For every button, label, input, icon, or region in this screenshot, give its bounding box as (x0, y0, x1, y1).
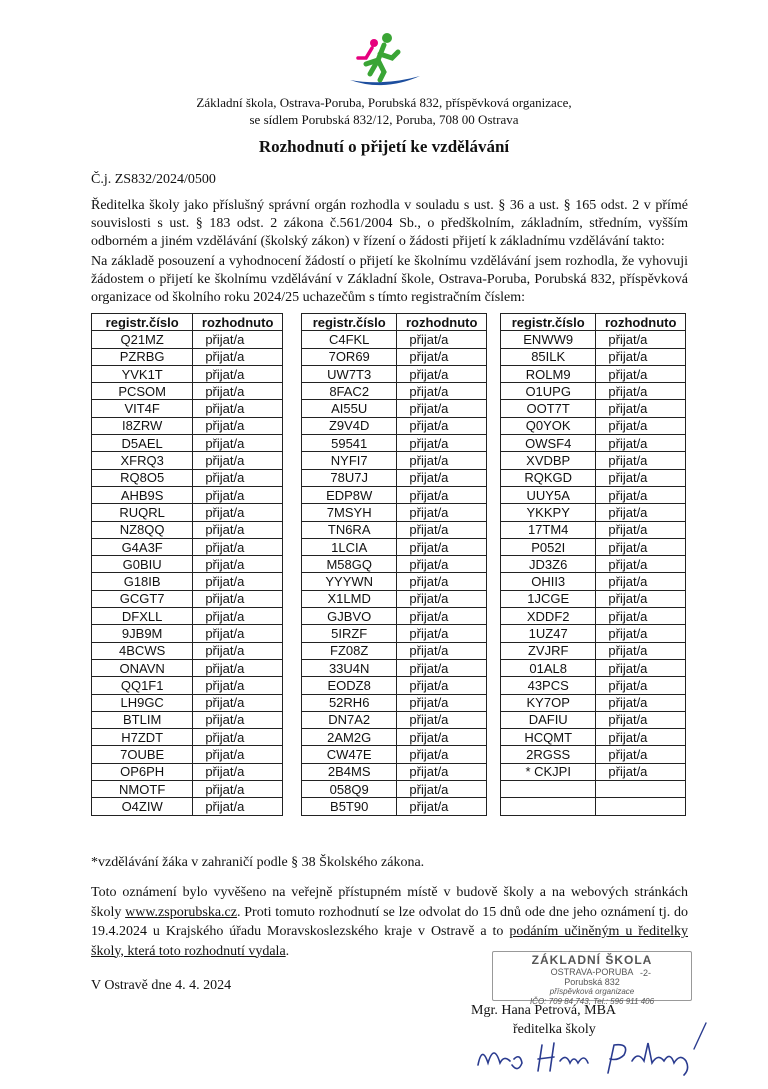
decision-paragraph-2: Na základě posouzení a vyhodnocení žádostí o přijetí ke školnímu vzdělávání jsem rozhodla, že vyhovuji žádostem o přijetí ke školnímu vzdělávání v Základní škole, Ostrava-Poruba, Porubská 832, příspěvková organizace od školního roku 2024/25 uchazečům s tímto registračním číslem: (91, 254, 688, 305)
decision-cell (596, 798, 686, 815)
decision-cell: přijat/a (596, 435, 686, 452)
registration-code: O1UPG (501, 383, 596, 400)
registration-table-2 (301, 313, 487, 816)
table-row (92, 729, 283, 746)
table-row (501, 400, 686, 417)
decision-cell: přijat/a (193, 573, 283, 590)
document-title: Rozhodnutí o přijetí ke vzdělávání (258, 137, 510, 156)
decision-cell: přijat/a (193, 694, 283, 711)
decision-cell: přijat/a (596, 608, 686, 625)
decision-cell: přijat/a (397, 677, 487, 694)
table-row (302, 781, 487, 798)
registration-code: RQ8O5 (92, 469, 193, 486)
registration-code: 9JB9M (92, 625, 193, 642)
registration-code: DFXLL (92, 608, 193, 625)
table-row (302, 573, 487, 590)
table-row (302, 608, 487, 625)
signer-role: ředitelka školy (513, 1022, 596, 1037)
decision-cell: přijat/a (193, 590, 283, 607)
registration-code: ZVJRF (501, 642, 596, 659)
registration-code: OWSF4 (501, 435, 596, 452)
table-row (92, 435, 283, 452)
decision-cell: přijat/a (596, 590, 686, 607)
notice-text-1: Toto oznámení bylo vyvěšeno na veřejně přístupném místě v budově školy a na webových stránkách školy (91, 885, 688, 920)
registration-code: UUY5A (501, 486, 596, 503)
table-row (92, 452, 283, 469)
table-row (92, 383, 283, 400)
decision-cell: přijat/a (397, 365, 487, 382)
registration-code: H7ZDT (92, 729, 193, 746)
table-row (501, 677, 686, 694)
table-row (302, 694, 487, 711)
decision-cell: přijat/a (193, 331, 283, 348)
table-row (302, 348, 487, 365)
registration-code: 78U7J (302, 469, 397, 486)
table-row (92, 400, 283, 417)
table-row (92, 798, 283, 815)
school-header (0, 94, 768, 128)
school-stamp (492, 951, 692, 1006)
table-row (302, 538, 487, 555)
table-row (302, 711, 487, 728)
table-row (92, 365, 283, 382)
stamp-line5: IČO: 709 84 743, Tel.: 596 911 406 (529, 997, 655, 1006)
table-row (302, 521, 487, 538)
decision-cell: přijat/a (397, 590, 487, 607)
table-row (501, 729, 686, 746)
registration-code: QQ1F1 (92, 677, 193, 694)
registration-code: G18IB (92, 573, 193, 590)
table-row (92, 763, 283, 780)
registration-code: GCGT7 (92, 590, 193, 607)
table-row (501, 486, 686, 503)
table-row (92, 694, 283, 711)
registration-code: LH9GC (92, 694, 193, 711)
decision-cell: přijat/a (596, 556, 686, 573)
column-header-decision: rozhodnuto (397, 314, 487, 331)
decision-cell: přijat/a (397, 694, 487, 711)
table-row (501, 417, 686, 434)
decision-cell: přijat/a (397, 331, 487, 348)
registration-code: 8FAC2 (302, 383, 397, 400)
registration-code: 1JCGE (501, 590, 596, 607)
registration-code: NYFI7 (302, 452, 397, 469)
table-row (501, 538, 686, 555)
decision-cell: přijat/a (596, 400, 686, 417)
registration-code: Q0YOK (501, 417, 596, 434)
registration-code: G0BIU (92, 556, 193, 573)
column-header-decision: rozhodnuto (193, 314, 283, 331)
registration-code: 17TM4 (501, 521, 596, 538)
decision-cell: přijat/a (397, 729, 487, 746)
footnote: *vzdělávání žáka v zahraničí podle § 38 Školského zákona. (91, 855, 425, 870)
table-row (92, 746, 283, 763)
table-row (92, 538, 283, 555)
table-row (92, 556, 283, 573)
decision-cell: přijat/a (193, 417, 283, 434)
table-row (501, 694, 686, 711)
registration-code: YVK1T (92, 365, 193, 382)
registration-table-1 (91, 313, 283, 816)
decision-cell: přijat/a (193, 659, 283, 676)
signer-name: Mgr. Hana Petrová, MBA (471, 1003, 617, 1018)
registration-code: XDDF2 (501, 608, 596, 625)
decision-cell: přijat/a (397, 625, 487, 642)
decision-cell: přijat/a (193, 608, 283, 625)
stamp-line1: ZÁKLADNÍ ŠKOLA (531, 953, 653, 967)
registration-code: 85ILK (501, 348, 596, 365)
registration-code: 7OUBE (92, 746, 193, 763)
decision-cell: přijat/a (596, 763, 686, 780)
table-row (501, 504, 686, 521)
decision-cell: přijat/a (193, 556, 283, 573)
table-row (501, 590, 686, 607)
table-row (501, 521, 686, 538)
table-row (501, 331, 686, 348)
registration-code (501, 781, 596, 798)
column-header-code: registr.číslo (92, 314, 193, 331)
registration-code: X1LMD (302, 590, 397, 607)
notice-text-2: . Proti tomuto rozhodnutí se lze odvolat do 15 dnů ode dne jeho oznámení tj. do 19.4.2024 u Krajského úřadu Moravskoslezského kraje v Ostravě a to (91, 904, 688, 939)
registration-code: 43PCS (501, 677, 596, 694)
decision-cell: přijat/a (596, 383, 686, 400)
registration-code: CW47E (302, 746, 397, 763)
registration-code: D5AEL (92, 435, 193, 452)
registration-code: 5IRZF (302, 625, 397, 642)
column-header-code: registr.číslo (302, 314, 397, 331)
table-row (92, 486, 283, 503)
registration-code: Z9V4D (302, 417, 397, 434)
registration-code: HCQMT (501, 729, 596, 746)
handwritten-signature-icon (468, 1015, 728, 1087)
decision-cell: přijat/a (193, 781, 283, 798)
registration-code: UW7T3 (302, 365, 397, 382)
decision-cell: přijat/a (397, 486, 487, 503)
registration-code: BTLIM (92, 711, 193, 728)
decision-cell: přijat/a (193, 452, 283, 469)
table-row (501, 608, 686, 625)
decision-cell: přijat/a (193, 746, 283, 763)
registration-code: 4BCWS (92, 642, 193, 659)
table-row (92, 504, 283, 521)
registration-code: M58GQ (302, 556, 397, 573)
table-row (302, 798, 487, 815)
registration-code (501, 798, 596, 815)
table-row (501, 383, 686, 400)
registration-code: 1UZ47 (501, 625, 596, 642)
stamp-line4: příspěvková organizace (549, 987, 635, 996)
decision-cell: přijat/a (397, 504, 487, 521)
table-row (92, 417, 283, 434)
decision-cell: přijat/a (193, 365, 283, 382)
registration-code: DAFIU (501, 711, 596, 728)
table-row (92, 590, 283, 607)
registration-code: ENWW9 (501, 331, 596, 348)
registration-code: G4A3F (92, 538, 193, 555)
decision-cell: přijat/a (596, 659, 686, 676)
registration-code: ROLM9 (501, 365, 596, 382)
decision-cell: přijat/a (193, 435, 283, 452)
table-row (302, 452, 487, 469)
registration-code: 01AL8 (501, 659, 596, 676)
registration-code: P052I (501, 538, 596, 555)
registration-code: FZ08Z (302, 642, 397, 659)
registration-code: AHB9S (92, 486, 193, 503)
table-row (302, 400, 487, 417)
registration-code: 59541 (302, 435, 397, 452)
decision-paragraph-1: Ředitelka školy jako příslušný správní orgán rozhodla v souladu s ust. § 36 a ust. § 165 odst. 2 v přímé souvislosti s ust. § 183 odst. 2 zákona č.561/2004 Sb., o předškolním, základním, středním, vyšším odborném a jiném vzdělávání (školský zákon) v řízení o žádosti přijetí k základnímu vzdělávání takto: (91, 198, 688, 249)
decision-cell: přijat/a (596, 573, 686, 590)
decision-cell: přijat/a (397, 781, 487, 798)
table-row (92, 348, 283, 365)
registration-code: OP6PH (92, 763, 193, 780)
table-row (302, 556, 487, 573)
registration-code: * CKJPI (501, 763, 596, 780)
decision-cell: přijat/a (596, 538, 686, 555)
registration-code: 7OR69 (302, 348, 397, 365)
decision-cell: přijat/a (596, 348, 686, 365)
school-header-line2: se sídlem Porubská 832/12, Poruba, 708 00 Ostrava (249, 112, 519, 127)
decision-cell: přijat/a (193, 711, 283, 728)
registration-code: 33U4N (302, 659, 397, 676)
registration-code: DN7A2 (302, 711, 397, 728)
school-header-line1: Základní škola, Ostrava-Poruba, Porubská 832, příspěvková organizace, (196, 95, 572, 110)
registration-code: EDP8W (302, 486, 397, 503)
decision-cell: přijat/a (596, 452, 686, 469)
date-line: V Ostravě dne 4. 4. 2024 (91, 978, 232, 993)
decision-cell: přijat/a (193, 469, 283, 486)
table-row (501, 365, 686, 382)
registration-code: AI55U (302, 400, 397, 417)
registration-code: ONAVN (92, 659, 193, 676)
decision-cell: přijat/a (596, 331, 686, 348)
table-row (92, 625, 283, 642)
registration-table-3 (500, 313, 686, 816)
table-row (302, 365, 487, 382)
table-row (501, 625, 686, 642)
table-row (501, 642, 686, 659)
table-row (302, 642, 487, 659)
table-row (501, 348, 686, 365)
table-row (92, 642, 283, 659)
decision-cell: přijat/a (596, 746, 686, 763)
stamp-line2: OSTRAVA-PORUBA (550, 967, 634, 977)
decision-cell: přijat/a (397, 659, 487, 676)
table-row (501, 781, 686, 798)
table-row (501, 798, 686, 815)
table-row (302, 469, 487, 486)
table-row (302, 729, 487, 746)
table-row (302, 677, 487, 694)
table-row (302, 659, 487, 676)
registration-code: VIT4F (92, 400, 193, 417)
decision-cell: přijat/a (596, 677, 686, 694)
table-row (302, 763, 487, 780)
decision-cell: přijat/a (193, 504, 283, 521)
decision-cell: přijat/a (397, 798, 487, 815)
notice-underlined-text: podáním učiněným u ředitelky školy, která toto rozhodnutí vydala (91, 924, 688, 959)
registration-code: XVDBP (501, 452, 596, 469)
decision-cell: přijat/a (596, 417, 686, 434)
decision-cell: přijat/a (596, 711, 686, 728)
decision-cell: přijat/a (596, 642, 686, 659)
table-row (92, 608, 283, 625)
decision-cell (596, 781, 686, 798)
table-row (302, 625, 487, 642)
table-row (302, 383, 487, 400)
decision-cell: přijat/a (397, 746, 487, 763)
notice-text-3: . (285, 943, 290, 959)
decision-cell: přijat/a (193, 625, 283, 642)
table-row (302, 590, 487, 607)
registration-code: KY7OP (501, 694, 596, 711)
table-row (92, 331, 283, 348)
registration-code: RUQRL (92, 504, 193, 521)
decision-cell: přijat/a (596, 365, 686, 382)
decision-cell: přijat/a (193, 383, 283, 400)
table-row (501, 746, 686, 763)
decision-cell: přijat/a (596, 469, 686, 486)
decision-cell: přijat/a (193, 798, 283, 815)
table-row (501, 435, 686, 452)
decision-cell: přijat/a (397, 469, 487, 486)
table-row (92, 521, 283, 538)
decision-cell: přijat/a (397, 452, 487, 469)
table-row (501, 556, 686, 573)
decision-cell: přijat/a (193, 521, 283, 538)
registration-code: PZRBG (92, 348, 193, 365)
table-row (92, 659, 283, 676)
table-row (92, 711, 283, 728)
decision-cell: přijat/a (397, 573, 487, 590)
registration-code: NMOTF (92, 781, 193, 798)
table-row (501, 659, 686, 676)
decision-cell: přijat/a (397, 608, 487, 625)
registration-code: OHII3 (501, 573, 596, 590)
table-row (302, 435, 487, 452)
table-row (501, 573, 686, 590)
decision-cell: přijat/a (596, 521, 686, 538)
decision-cell: přijat/a (193, 486, 283, 503)
registration-code: 7MSYH (302, 504, 397, 521)
decision-cell: přijat/a (397, 538, 487, 555)
registration-code: NZ8QQ (92, 521, 193, 538)
table-row (92, 677, 283, 694)
decision-cell: přijat/a (596, 486, 686, 503)
registration-code: 1LCIA (302, 538, 397, 555)
registration-code: YYYWN (302, 573, 397, 590)
registration-code: O4ZIW (92, 798, 193, 815)
registration-code: 058Q9 (302, 781, 397, 798)
decision-cell: přijat/a (193, 642, 283, 659)
table-row (302, 504, 487, 521)
decision-cell: přijat/a (397, 417, 487, 434)
decision-cell: přijat/a (397, 521, 487, 538)
table-row (92, 469, 283, 486)
registration-code: 52RH6 (302, 694, 397, 711)
decision-cell: přijat/a (397, 400, 487, 417)
table-row (501, 469, 686, 486)
decision-cell: přijat/a (596, 729, 686, 746)
decision-cell: přijat/a (397, 435, 487, 452)
registration-code: JD3Z6 (501, 556, 596, 573)
registration-code: OOT7T (501, 400, 596, 417)
registration-code: GJBVO (302, 608, 397, 625)
decision-cell: přijat/a (193, 763, 283, 780)
reference-number: Č.j. ZS832/2024/0500 (91, 172, 216, 187)
registration-code: EODZ8 (302, 677, 397, 694)
registration-code: TN6RA (302, 521, 397, 538)
registration-code: C4FKL (302, 331, 397, 348)
table-row (501, 711, 686, 728)
stamp-page-mark: -2- (640, 968, 651, 978)
decision-cell: přijat/a (397, 556, 487, 573)
column-header-decision: rozhodnuto (596, 314, 686, 331)
registration-code: 2AM2G (302, 729, 397, 746)
decision-cell: přijat/a (397, 642, 487, 659)
registration-code: B5T90 (302, 798, 397, 815)
decision-cell: přijat/a (193, 400, 283, 417)
table-row (302, 417, 487, 434)
decision-cell: přijat/a (193, 729, 283, 746)
decision-cell: přijat/a (397, 348, 487, 365)
registration-code: XFRQ3 (92, 452, 193, 469)
decision-cell: přijat/a (596, 694, 686, 711)
table-row (302, 486, 487, 503)
registration-code: 2B4MS (302, 763, 397, 780)
registration-code: YKKPY (501, 504, 596, 521)
decision-cell: přijat/a (596, 504, 686, 521)
decision-cell: přijat/a (193, 348, 283, 365)
registration-code: RQKGD (501, 469, 596, 486)
school-website-link[interactable]: www.zsporubska.cz (125, 904, 237, 920)
decision-cell: přijat/a (193, 677, 283, 694)
table-row (501, 763, 686, 780)
school-logo-icon (344, 30, 424, 88)
table-row (302, 331, 487, 348)
registration-code: Q21MZ (92, 331, 193, 348)
decision-cell: přijat/a (193, 538, 283, 555)
table-row (501, 452, 686, 469)
table-row (92, 781, 283, 798)
appeal-notice (91, 883, 688, 961)
decision-cell: přijat/a (596, 625, 686, 642)
decision-cell: přijat/a (397, 763, 487, 780)
table-row (92, 573, 283, 590)
registration-code: I8ZRW (92, 417, 193, 434)
decision-cell: přijat/a (397, 383, 487, 400)
column-header-code: registr.číslo (501, 314, 596, 331)
stamp-line3: Porubská 832 (564, 977, 620, 987)
registration-code: PCSOM (92, 383, 193, 400)
table-row (302, 746, 487, 763)
decision-cell: přijat/a (397, 711, 487, 728)
registration-code: 2RGSS (501, 746, 596, 763)
